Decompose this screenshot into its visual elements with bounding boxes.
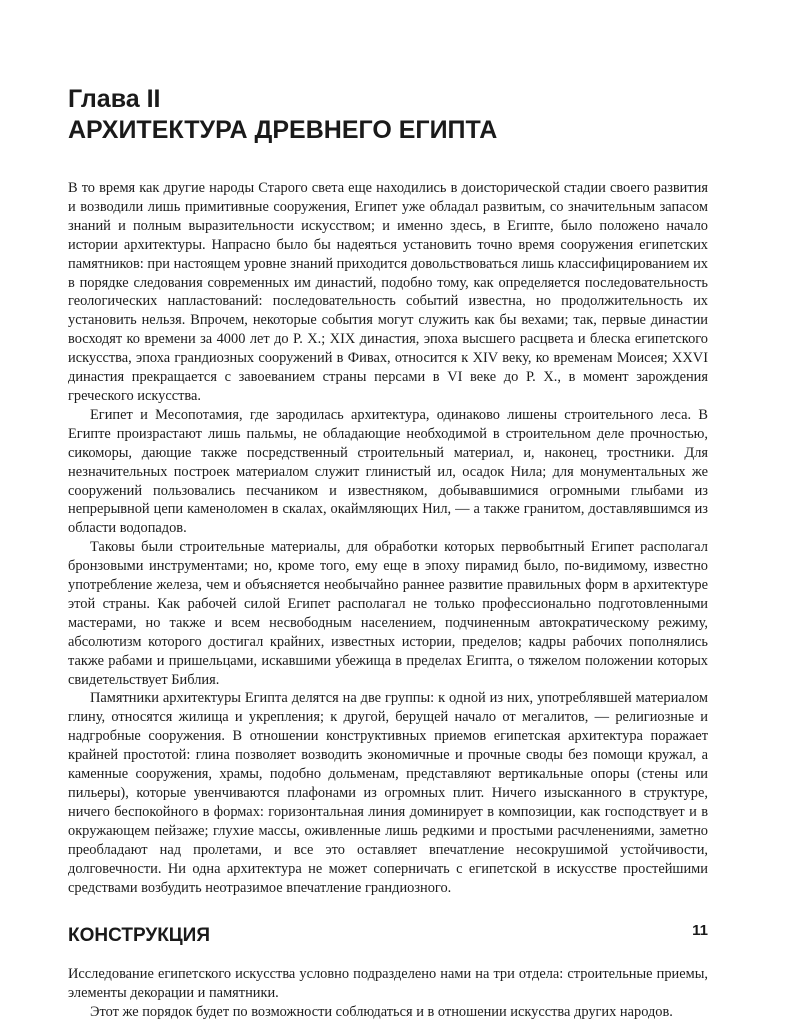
chapter-number: Глава II (68, 85, 161, 113)
section-body (68, 965, 708, 1022)
paragraph: Исследование египетского искусства условно подразделено нами на три отдела: строительные приемы, элементы декорации и памятники. (68, 966, 708, 1002)
chapter-body (68, 179, 708, 897)
paragraph: Таковы были строительные материалы, для обработки которых первобытный Египет располагал бронзовыми инструментами; но, кроме того, ему еще в эпоху пирамид было, по-видимому, известно употребление железа, чем и объясняется необычайно раннее развитие правильных форм в архитектуре этой страны. Как рабочей силой Египет располагал не только профессионально подготовленными мастерами, но также и всем несвободным населением, подчиненным автократическому режиму, абсолютизм которого достигал крайних, известных истории, пределов; кадры рабочих пополнялись также рабами и пришельцами, искавшими убежища в пределах Египта, о тяжелом положении которых свидетельствует Библия. (68, 539, 708, 688)
section-heading: КОНСТРУКЦИЯ (68, 925, 210, 947)
chapter-title (68, 0, 708, 146)
chapter-name: АРХИТЕКТУРА ДРЕВНЕГО ЕГИПТА (68, 116, 498, 144)
paragraph: Египет и Месопотамия, где зародилась архитектура, одинаково лишены строительного леса. В Египте произрастают лишь пальмы, не обладающие необходимой в строительном деле прочностью, сикоморы, дающие также посредственный строительный материал, и, наконец, тростники. Для незначительных построек материалом служит глинистый ил, осадок Нила; для монументальных же сооружений пользовались песчаником и известняком, добывавшимися огромными глыбами из непрерывной цепи каменоломен в скалах, окаймляющих Нил, — а также гранитом, доставлявшимся из области водопадов. (68, 406, 708, 537)
page-number: 11 (692, 922, 708, 939)
paragraph: Этот же порядок будет по возможности соблюдаться и в отношении искусства других народов. (90, 1004, 673, 1021)
paragraph: Памятники архитектуры Египта делятся на две группы: к одной из них, употреблявшей материалом глину, относятся жилища и укрепления; к другой, берущей начало от мегалитов, — религиозные и надгробные сооружения. В отношении конструктивных приемов египетская архитектура поражает крайней простотой: глина позволяет возводить экономичные и прочные своды без помощи кружал, а каменные сооружения, храмы, подобно дольменам, представляют вертикальные опоры (стены или пильеры), которые увенчиваются плафонами из огромных плит. Ничего изысканного в структуре, ничего беспокойного в формах: горизонтальная линия доминирует в композиции, как господствует и в окружающем пейзаже; глухие массы, оживленные лишь редкими и простыми расчленениями, заметно преобладают над пролетами, и все это оставляет впечатление несокрушимой устойчивости, долговечности. Ни одна архитектура не может соперничать с египетской в искусстве простейшими средствами возбудить неотразимое впечатление грандиозного. (68, 690, 708, 896)
paragraph: В то время как другие народы Старого света еще находились в доисторической стадии своего развития и возводили лишь примитивные сооружения, Египет уже обладал развитым, со значительным запасом знаний и полным выразительности искусством; и именно здесь, в Египте, было положено начало истории архитектуры. Напрасно было бы надеяться установить точно время сооружения египетских памятников: при настоящем уровне знаний приходится довольствоваться лишь классифицированием их в порядке следования современных им династий, подобно тому, как определяется последовательность геологических напластований: последовательность событий известна, но продолжительность их установить нельзя. Впрочем, некоторые события могут служить как бы вехами; так, первые династии восходят ко времени за 4000 лет до Р. Х.; XIX династия, эпоха высшего расцвета и блеска египетского искусства, эпоха грандиозных сооружений в Фивах, относится к XIV веку, ко временам Моисея; XXVI династия прекращается с завоеванием страны персами в VI веке до Р. Х., в момент зарождения греческого искусства. (68, 180, 708, 404)
